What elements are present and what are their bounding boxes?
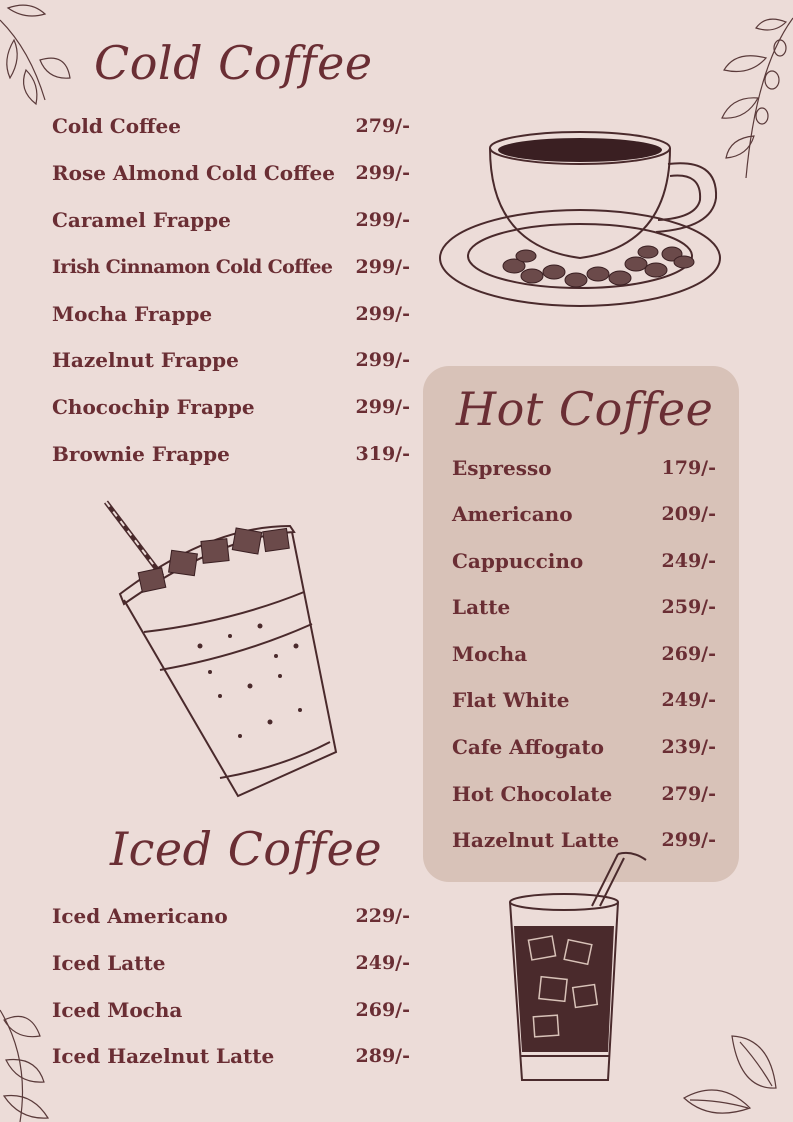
item-price: 299/-: [355, 209, 410, 231]
item-price: 209/-: [661, 503, 716, 525]
leaf-branch-icon: [0, 1000, 60, 1122]
cold-coffee-title: Cold Coffee: [94, 36, 373, 90]
item-name: Iced Americano: [52, 904, 228, 928]
coffee-cup-icon: [436, 128, 724, 314]
item-name: Cappuccino: [452, 549, 584, 573]
list-item: [452, 780, 716, 808]
item-name: Iced Hazelnut Latte: [52, 1044, 275, 1068]
item-name: Iced Mocha: [52, 998, 183, 1022]
item-price: 299/-: [355, 396, 410, 418]
item-price: 299/-: [355, 162, 410, 184]
item-name: Irish Cinnamon Cold Coffee: [52, 256, 333, 278]
hot-coffee-title: Hot Coffee: [456, 382, 714, 436]
item-price: 319/-: [355, 443, 410, 465]
list-item: [52, 949, 410, 977]
item-name: Flat White: [452, 688, 570, 712]
item-price: 269/-: [661, 643, 716, 665]
list-item: [52, 1042, 410, 1070]
list-item: [452, 454, 716, 482]
leaf-branch-icon: [680, 1028, 793, 1122]
item-name: Mocha: [452, 642, 528, 666]
item-price: 299/-: [355, 303, 410, 325]
leaf-branch-icon: [0, 0, 80, 110]
list-item: [452, 547, 716, 575]
item-name: Chocochip Frappe: [52, 395, 255, 419]
item-name: Cafe Affogato: [452, 735, 604, 759]
item-name: Cold Coffee: [52, 114, 181, 138]
list-item: [52, 902, 410, 930]
item-name: Americano: [452, 502, 573, 526]
item-price: 229/-: [355, 905, 410, 927]
list-item: [52, 206, 410, 234]
item-name: Hot Chocolate: [452, 782, 613, 806]
item-price: 249/-: [355, 952, 410, 974]
list-item: [52, 393, 410, 421]
item-price: 299/-: [355, 256, 410, 278]
list-item: [452, 500, 716, 528]
item-name: Latte: [452, 595, 511, 619]
item-name: Hazelnut Frappe: [52, 348, 239, 372]
item-name: Rose Almond Cold Coffee: [52, 161, 335, 185]
list-item: [452, 640, 716, 668]
list-item: [52, 996, 410, 1024]
iced-frappe-cup-icon: [100, 496, 344, 802]
item-price: 259/-: [661, 596, 716, 618]
item-price: 279/-: [661, 783, 716, 805]
item-price: 269/-: [355, 999, 410, 1021]
item-name: Espresso: [452, 456, 552, 480]
list-item: [452, 733, 716, 761]
item-price: 299/-: [661, 829, 716, 851]
item-price: 249/-: [661, 550, 716, 572]
item-price: 249/-: [661, 689, 716, 711]
item-name: Brownie Frappe: [52, 442, 230, 466]
list-item: [52, 300, 410, 328]
item-price: 279/-: [355, 115, 410, 137]
item-price: 299/-: [355, 349, 410, 371]
list-item: [452, 593, 716, 621]
list-item: [52, 253, 410, 281]
item-price: 179/-: [661, 457, 716, 479]
item-name: Iced Latte: [52, 951, 166, 975]
list-item: [52, 159, 410, 187]
item-price: 239/-: [661, 736, 716, 758]
item-name: Hazelnut Latte: [452, 828, 620, 852]
item-name: Caramel Frappe: [52, 208, 231, 232]
list-item: [52, 346, 410, 374]
list-item: [452, 686, 716, 714]
iced-coffee-title: Iced Coffee: [110, 822, 383, 876]
list-item: [52, 440, 410, 468]
iced-glass-icon: [500, 846, 650, 1086]
item-name: Mocha Frappe: [52, 302, 213, 326]
list-item: [52, 112, 410, 140]
item-price: 289/-: [355, 1045, 410, 1067]
